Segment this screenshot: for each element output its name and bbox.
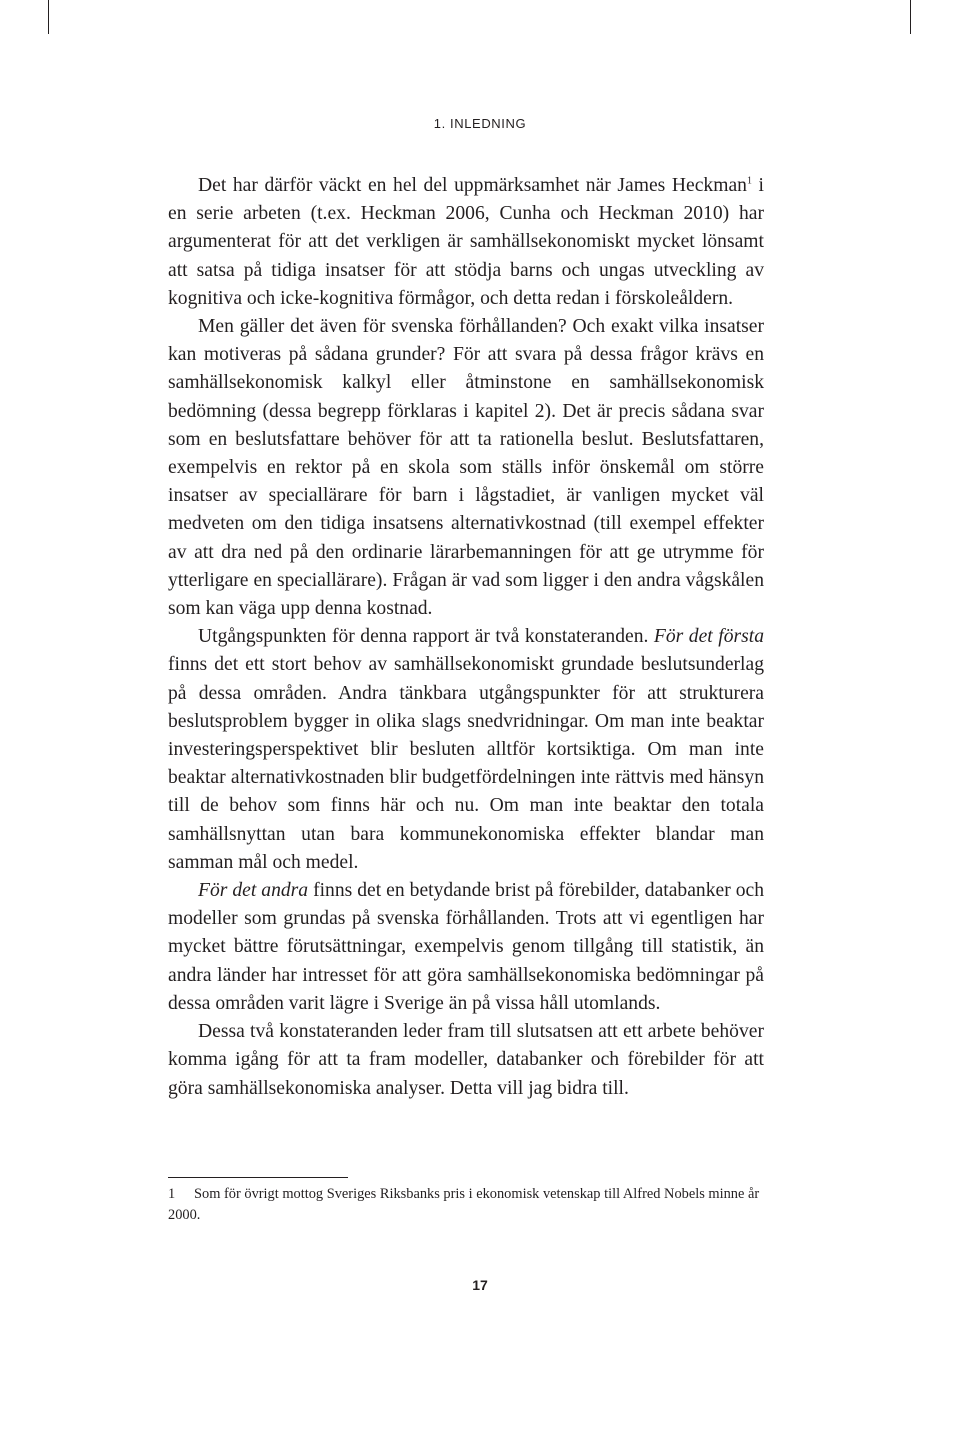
paragraph-4-emphasis: För det andra: [198, 880, 309, 902]
crop-mark-top-left: [48, 0, 49, 34]
crop-mark-top-right: [910, 0, 911, 34]
paragraph-3-emphasis: För det första: [653, 626, 764, 648]
paragraph-1: [168, 172, 764, 313]
footnote-text: Som för övrigt mottog Sveriges Riksbanks pris i ekonomisk vetenskap till Alfred Nobels minne år 2000.: [168, 1186, 760, 1223]
body-text: [168, 172, 764, 1103]
footnote-number: 1: [168, 1186, 176, 1202]
paragraph-1-text-a: Det har därför väckt en hel del uppmärksamhet när James Heckman: [198, 175, 747, 196]
paragraph-3: [168, 623, 764, 877]
paragraph-4: [168, 877, 764, 1018]
footnote-reference[interactable]: 1: [746, 175, 752, 187]
page-number: 17: [472, 1277, 488, 1293]
footnote-divider: [168, 1177, 348, 1178]
paragraph-5: Dessa två konstateranden leder fram till slutsatsen att ett arbete behöver komma igång för att ta fram modeller, databanker och förebilder för att göra samhällsekonomiska analyser. Detta vill jag bidra till.: [168, 1021, 764, 1099]
running-head: 1. INLEDNING: [433, 116, 527, 131]
paragraph-1-text-b: i en serie arbeten (t.ex. Heckman 2006, Cunha och Heckman 2010) har argumenterat för att det verkligen är samhällsekonomiskt mycket lönsamt att satsa på tidiga insatser för att stödja barns och ungas utveckling av kognitiva och icke-kognitiva förmågor, och detta redan i förskoleåldern.: [168, 175, 764, 309]
paragraph-4-rest: finns det en betydande brist på förebilder, databanker och modeller som grundas på svenska förhållanden. Trots att vi egentligen har mycket bättre förutsättningar, exempelvis genom tillgång till statistik, än andra länder har intresset för att göra samhällsekonomiska bedömningar på dessa områden varit lägre i Sverige än på vissa håll utomlands.: [168, 880, 764, 1014]
footnote: [168, 1184, 764, 1226]
paragraph-2: Men gäller det även för svenska förhållanden? Och exakt vilka insatser kan motiveras på sådana grunder? För att svara på dessa frågor krävs en samhällsekonomisk kalkyl eller åtminstone en samhällsekonomisk bedömning (dessa begrepp förklaras i kapitel 2). Det är precis sådana svar som en beslutsfattare behöver för att ta rationella beslut. Beslutsfattaren, exempelvis en rektor på en skola som ställs inför önskemål om större insatser av speciallärare för barn i lågstadiet, är vanligen mycket väl medveten om den tidiga insatsens alternativkostnad (till exempel effekter av att dra ned på den ordinarie lärarbemanningen för att ge utrymme för ytterligare en speciallärare). Frågan är vad som ligger i den andra vågskålen som kan väga upp denna kostnad.: [168, 316, 764, 620]
paragraph-3-rest: finns det ett stort behov av samhällsekonomiskt grundade beslutsunderlag på dessa områden. Andra tänkbara utgångspunkter för att strukturera beslutsproblem bygger in olika slags snedvridningar. Om man inte beaktar investeringsperspektivet blir besluten alltför kortsiktiga. Om man inte beaktar alternativkostnaden blir budgetfördelningen inte rättvis med hänsyn till de behov som finns här och nu. Om man inte beaktar den totala samhällsnyttan utan bara kommunekonomiska effekter blandar man samman mål och medel.: [168, 654, 764, 873]
paragraph-3-lead: Utgångspunkten för denna rapport är två konstateranden.: [198, 626, 654, 648]
